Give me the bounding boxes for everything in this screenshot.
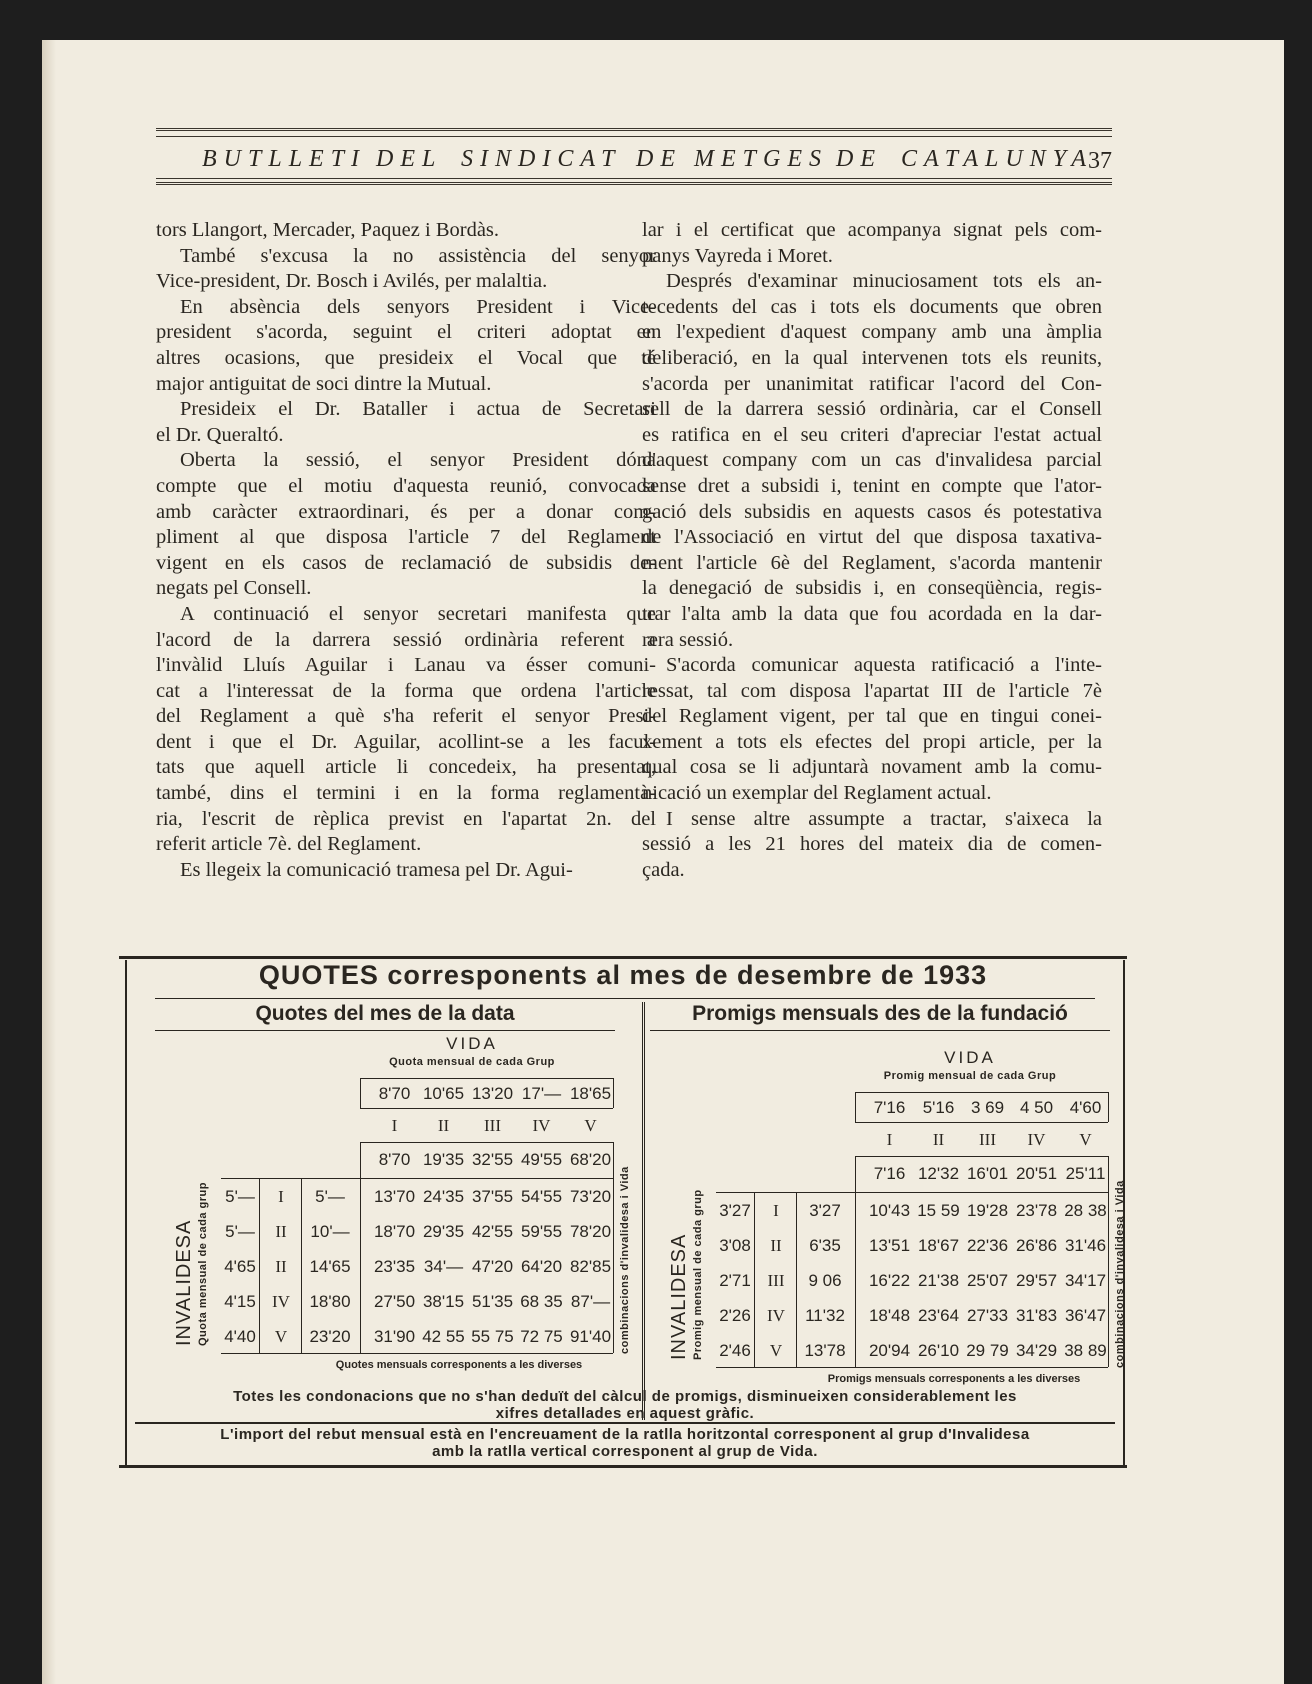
combination-cell: 34'29: [1015, 1341, 1058, 1360]
right-vida-sub: Promig mensual de cada Grup: [883, 1070, 1057, 1082]
combination-cell: 28 38: [1064, 1201, 1107, 1220]
invalidesa-cumulative-cell: 9 06: [808, 1271, 842, 1290]
text-line: panys Vayreda i Moret.: [642, 244, 833, 267]
vida-cumulative-cell: 12'32: [917, 1164, 960, 1183]
text-line: de l'Associació en virtut del que disposa taxativa-: [642, 526, 1102, 549]
header-word-4: DE: [636, 146, 682, 172]
grid-main-bottom: [221, 1353, 613, 1354]
vida-group-label: III: [979, 1130, 996, 1149]
grid-col-rule: [259, 1178, 260, 1353]
invalidesa-quota-cell: 2'46: [719, 1341, 751, 1360]
text-line: vigent en els casos de reclamació de subsidis de-: [156, 551, 656, 574]
combination-cell: 31'83: [1015, 1306, 1058, 1325]
left-half-title: Quotes del mes de la data: [255, 1002, 515, 1025]
combination-cell: 87'—: [570, 1292, 611, 1311]
note-condonacions: [135, 1388, 1115, 1422]
header-rule-top-inner: [156, 136, 1112, 137]
combination-cell: 18'67: [917, 1236, 960, 1255]
combination-cell: 78'20: [569, 1222, 612, 1241]
vida-cumulative-cell: 25'11: [1065, 1164, 1106, 1183]
vida-quota-cell: 10'65: [422, 1084, 465, 1103]
text-line: gació dels subsidis en aquests casos és potestativa: [642, 500, 1102, 523]
note-2-line-2: amb la ratlla vertical corresponent al grup de: [432, 1443, 780, 1460]
text-line: l'invàlid Lluís Aguilar i Lanau va ésser comuni-: [156, 654, 656, 677]
text-line: major antiguitat de soci dintre la Mutual.: [156, 372, 492, 395]
invalidesa-group-label: II: [770, 1236, 782, 1255]
combination-cell: 25'07: [966, 1271, 1009, 1290]
text-line: la denegació de subsidis i, en conseqüència, regis-: [642, 577, 1102, 600]
vida-group-label: II: [437, 1116, 450, 1135]
text-line: cat a l'interessat de la forma que ordena l'article: [156, 679, 656, 702]
vida-cumulative-cell: 7'16: [873, 1164, 906, 1183]
table-top-rule: [119, 956, 1127, 959]
invalidesa-quota-cell: 2'71: [719, 1271, 751, 1290]
invalidesa-quota-cell: 4'40: [224, 1327, 256, 1346]
vida-quota-cell: 8'70: [378, 1084, 411, 1103]
note-2-invalidesa: Invalidesa: [952, 1426, 1030, 1443]
combination-cell: 26'10: [917, 1341, 960, 1360]
combination-cell: 21'38: [917, 1271, 960, 1290]
invalidesa-quota-cell: 2'26: [719, 1306, 751, 1325]
text-line: del Reglament vigent, per tal que en tingui conei-: [642, 705, 1102, 728]
invalidesa-cumulative-cell: 13'78: [804, 1341, 846, 1360]
grid-col-rule: [855, 1192, 856, 1367]
vida-cumulative-cell: 68'20: [569, 1150, 612, 1169]
grid-col-rule: [613, 1178, 614, 1353]
note-import: [135, 1426, 1115, 1460]
invalidesa-cumulative-cell: 18'80: [309, 1292, 351, 1311]
text-line: qual cosa se li adjuntarà novament amb la comu-: [642, 756, 1102, 779]
body-column-right: [642, 218, 1102, 883]
page-sheet: [42, 40, 1284, 1684]
combination-cell: 19'28: [966, 1201, 1009, 1220]
text-line: trar l'alta amb la data que fou acordada en la dar-: [642, 602, 1102, 625]
invalidesa-quota-cell: 3'27: [719, 1201, 751, 1220]
combination-cell: 72 75: [520, 1327, 563, 1346]
combination-cell: 47'20: [471, 1257, 514, 1276]
invalidesa-group-label: V: [274, 1327, 288, 1346]
vida-group-label: V: [1079, 1130, 1092, 1149]
note-2-part-c: està en l': [425, 1426, 499, 1443]
text-line: xement a tots els efectes del propi article, per la: [642, 730, 1102, 753]
combination-cell: 42'55: [471, 1222, 514, 1241]
body-column-left: [156, 218, 656, 883]
combination-cell: 55 75: [471, 1327, 514, 1346]
invalidesa-label: INVALIDESA: [668, 1233, 690, 1360]
vida-box-left: [855, 1092, 856, 1122]
right-vida-label: VIDA: [944, 1048, 996, 1067]
combination-cell: 51'35: [471, 1292, 514, 1311]
vida-cumulative-top: [855, 1156, 1108, 1157]
vida-cumulative-left: [360, 1142, 361, 1178]
vida-group-label: III: [484, 1116, 501, 1135]
invalidesa-quota-cell: 4'15: [224, 1292, 256, 1311]
vida-group-label: IV: [1027, 1130, 1046, 1149]
grid-main-top: [221, 1178, 613, 1179]
text-line: es ratifica en el seu criteri d'apreciar l'estat actual: [642, 423, 1102, 446]
table-bottom-rule: [119, 1465, 1127, 1468]
grid-col-rule: [360, 1178, 361, 1353]
vida-quota-cell: 4 50: [1019, 1098, 1054, 1117]
header-rule-bottom-double: [156, 182, 1112, 188]
invalidesa-cumulative-cell: 23'20: [309, 1327, 351, 1346]
left-title-rule: [155, 1030, 615, 1031]
invalidesa-group-label: III: [767, 1271, 785, 1290]
grid-footer-label: Quotes mensuals corresponents a les diverses: [335, 1359, 583, 1371]
invalidesa-cumulative-cell: 10'—: [310, 1222, 350, 1241]
text-line: ment l'article 6è del Reglament, s'acorda mantenir: [642, 551, 1102, 574]
grid-col-rule: [1108, 1192, 1109, 1367]
combination-cell: 27'50: [373, 1292, 416, 1311]
combination-cell: 31'90: [373, 1327, 416, 1346]
invalidesa-cumulative-cell: 14'65: [309, 1257, 351, 1276]
text-line: el Dr. Queraltó.: [156, 423, 284, 446]
text-line: en l'expedient d'aquest company amb una àmplia: [642, 321, 1102, 344]
invalidesa-quota-cell: 4'65: [224, 1257, 256, 1276]
vida-group-label: I: [391, 1116, 398, 1135]
combination-cell: 42 55: [422, 1327, 465, 1346]
combination-cell: 18'70: [373, 1222, 416, 1241]
header-word-1: BUTLLETI: [202, 146, 367, 172]
text-line: ressat, tal com disposa l'apartat III de l'article 7è: [642, 679, 1102, 702]
page-number: 37: [1088, 148, 1112, 174]
quotes-table: [125, 960, 1125, 1465]
combination-cell: 13'51: [868, 1236, 911, 1255]
combination-cell: 31'46: [1064, 1236, 1107, 1255]
combination-cell: 54'55: [520, 1187, 563, 1206]
header-word-7: CATALUNYA: [901, 146, 1094, 172]
text-line: Després d'examinar minuciosament tots els an-: [666, 270, 1102, 293]
note-1-line-2: xifres detallades en aquest gràfic.: [495, 1405, 755, 1422]
title-rule: [155, 998, 1095, 999]
grid-footer-label: Promigs mensuals corresponents a les diverses: [827, 1373, 1081, 1385]
note-2-vida: Vida.: [779, 1443, 818, 1460]
note-2-rebut: rebut mensual: [316, 1426, 426, 1443]
vida-cumulative-cell: 8'70: [378, 1150, 411, 1169]
text-line: altres ocasions, que presideix el Vocal que té: [156, 346, 656, 369]
text-line: çada.: [642, 858, 685, 881]
combination-cell: 16'22: [868, 1271, 911, 1290]
notes-rule: [135, 1422, 1115, 1424]
invalidesa-quota-cell: 5'—: [225, 1187, 255, 1206]
invalidesa-group-label: IV: [767, 1306, 785, 1325]
vida-box-top: [855, 1092, 1108, 1093]
combination-cell: 23'78: [1015, 1201, 1058, 1220]
combination-cell: 23'35: [373, 1257, 416, 1276]
text-line: del Reglament a què s'ha referit el senyor Presi-: [156, 705, 656, 728]
text-line: sessió a les 21 hores del mateix dia de comen-: [642, 833, 1102, 856]
combination-cell: 91'40: [569, 1327, 612, 1346]
combination-cell: 82'85: [569, 1257, 612, 1276]
center-divider: [642, 1002, 645, 1420]
vida-box-left: [360, 1078, 361, 1108]
vida-quota-cell: 17'—: [521, 1084, 562, 1103]
combinations-side-label: combinacions d'invalidesa i Vida: [619, 1166, 631, 1354]
invalidesa-cumulative-cell: 6'35: [809, 1236, 841, 1255]
running-header: [156, 146, 1112, 176]
text-line: amb caràcter extraordinari, és per a donar com-: [156, 500, 656, 523]
vida-cumulative-right: [1108, 1156, 1109, 1192]
combination-cell: 36'47: [1064, 1306, 1107, 1325]
invalidesa-group-label: I: [278, 1187, 284, 1206]
invalidesa-group-label: II: [275, 1222, 287, 1241]
text-line: pliment al que disposa l'article 7 del Reglament: [156, 526, 656, 549]
invalidesa-group-label: IV: [272, 1292, 290, 1311]
combination-cell: 34'—: [423, 1257, 464, 1276]
vida-quota-cell: 18'65: [569, 1084, 612, 1103]
combination-cell: 38'15: [422, 1292, 465, 1311]
combination-cell: 23'64: [917, 1306, 960, 1325]
header-word-5: METGES: [694, 146, 828, 172]
combination-cell: 37'55: [471, 1187, 514, 1206]
invalidesa-cumulative-cell: 11'32: [805, 1306, 845, 1325]
vida-cumulative-cell: 20'51: [1015, 1164, 1058, 1183]
combination-cell: 10'43: [868, 1201, 911, 1220]
page-edge-shadow: [42, 40, 56, 1684]
invalidesa-cumulative-cell: 5'—: [315, 1187, 345, 1206]
combination-cell: 64'20: [520, 1257, 563, 1276]
text-line: Es llegeix la comunicació tramesa pel Dr. Agui-: [180, 858, 573, 881]
header-word-6: DE: [836, 146, 882, 172]
vida-quota-cell: 3 69: [970, 1098, 1005, 1117]
vida-quota-cell: 13'20: [471, 1084, 514, 1103]
text-line: s'acorda per unanimitat ratificar l'acord del Con-: [642, 372, 1102, 395]
grid-col-rule: [301, 1178, 302, 1353]
grid-main-bottom: [716, 1367, 1108, 1368]
vida-box-bottom: [855, 1122, 1108, 1123]
text-line: També s'excusa la no assistència del senyor: [180, 244, 656, 267]
header-word-3: SINDICAT: [461, 146, 622, 172]
text-line: sense dret a subsidi i, tenint en compte que l'ator-: [642, 474, 1102, 497]
text-line: Vice-president, Dr. Bosch i Avilés, per malaltia.: [156, 270, 548, 293]
right-half-title: Promigs mensuals des de la fundació: [692, 1002, 1068, 1025]
vida-quota-cell: 7'16: [873, 1098, 906, 1117]
invalidesa-group-label: II: [275, 1257, 287, 1276]
text-line: també, dins el termini i en la forma reglamentà-: [156, 782, 656, 805]
note-2-part-a: L'import del: [220, 1426, 317, 1443]
text-line: A continuació el senyor secretari manifesta que: [180, 602, 656, 625]
vida-box-top: [360, 1078, 613, 1079]
text-line: Oberta la sessió, el senyor President dóna: [180, 449, 656, 472]
invalidesa-cumulative-cell: 3'27: [809, 1201, 841, 1220]
text-line: tors Llangort, Mercader, Paquez i Bordàs.: [156, 219, 500, 241]
text-line: S'acorda comunicar aquesta ratificació a l'inte-: [666, 654, 1102, 677]
vida-group-label: IV: [532, 1116, 551, 1135]
note-2-part-e: de la ratlla horitzontal corresponent al grup d': [597, 1426, 953, 1443]
invalidesa-quota-cell: 3'08: [719, 1236, 751, 1255]
note-2-encreuament: encreuament: [498, 1426, 598, 1443]
text-line: deliberació, en la qual intervenen tots els reunits,: [642, 346, 1102, 369]
combination-cell: 22'36: [966, 1236, 1009, 1255]
text-line: nicació un exemplar del Reglament actual.: [642, 782, 992, 805]
text-line: referit article 7è. del Reglament.: [156, 833, 422, 856]
text-line: compte que el motiu d'aquesta reunió, convocada: [156, 474, 656, 497]
combination-cell: 59'55: [520, 1222, 563, 1241]
header-word-2: DEL: [376, 146, 443, 172]
text-line: sell de la darrera sessió ordinària, car el Consell: [642, 398, 1102, 421]
text-line: lar i el certificat que acompanya signat pels com-: [642, 219, 1102, 241]
text-line: negats pel Consell.: [156, 577, 312, 600]
combination-cell: 26'86: [1015, 1236, 1058, 1255]
invalidesa-quota-cell: 5'—: [225, 1222, 255, 1241]
combinations-side-label: combinacions d'invalidesa i Vida: [1114, 1180, 1126, 1368]
quotes-title: QUOTES corresponents al mes de desembre de 1933: [258, 960, 988, 990]
vida-group-label: II: [932, 1130, 945, 1149]
combination-cell: 38 89: [1064, 1341, 1107, 1360]
text-line: tecedents del cas i tots els documents que obren: [642, 295, 1102, 318]
text-line: En absència dels senyors President i Vice-: [180, 295, 656, 318]
vida-cumulative-left: [855, 1156, 856, 1192]
invalidesa-label: INVALIDESA: [173, 1219, 195, 1346]
combination-cell: 24'35: [422, 1187, 465, 1206]
text-line: I sense altre assumpte a tractar, s'aixeca la: [666, 807, 1102, 830]
text-line: president s'acorda, seguint el criteri adoptat en: [156, 321, 656, 344]
vida-quota-cell: 4'60: [1069, 1098, 1102, 1117]
vida-quota-cell: 5'16: [922, 1098, 955, 1117]
combination-cell: 29'57: [1015, 1271, 1058, 1290]
vida-group-label: I: [886, 1130, 893, 1149]
vida-cumulative-cell: 32'55: [471, 1150, 514, 1169]
vida-group-label: V: [584, 1116, 597, 1135]
header-rule-bottom: [156, 178, 1112, 179]
header-rule-top: [156, 128, 1112, 134]
left-vida-label: VIDA: [446, 1034, 498, 1053]
text-line: ria, l'escrit de rèplica previst en l'apartat 2n. del: [156, 807, 656, 830]
vida-cumulative-cell: 49'55: [520, 1150, 563, 1169]
vida-cumulative-cell: 16'01: [966, 1164, 1009, 1183]
combination-cell: 18'48: [868, 1306, 911, 1325]
combination-cell: 68 35: [520, 1292, 563, 1311]
invalidesa-group-label: V: [769, 1341, 783, 1360]
combination-cell: 73'20: [569, 1187, 612, 1206]
left-vida-sub: Quota mensual de cada Grup: [389, 1056, 555, 1068]
right-title-rule: [650, 1030, 1110, 1031]
combination-cell: 34'17: [1064, 1271, 1107, 1290]
note-1-line-1: Totes les condonacions que no s'han deduït del càlcul de promigs, disminueixen considerablement les: [233, 1388, 1017, 1405]
combination-cell: 15 59: [917, 1201, 960, 1220]
vida-cumulative-top: [360, 1142, 613, 1143]
vida-cumulative-cell: 19'35: [422, 1150, 465, 1169]
combination-cell: 29 79: [966, 1341, 1009, 1360]
text-line: d'aquest company com un cas d'invalidesa parcial: [642, 449, 1102, 472]
vida-cumulative-right: [613, 1142, 614, 1178]
vida-box-bottom: [360, 1108, 613, 1109]
text-line: l'acord de la darrera sessió ordinària referent a: [156, 628, 656, 651]
text-line: rera sessió.: [642, 628, 734, 651]
grid-col-rule: [754, 1192, 755, 1367]
grid-col-rule: [796, 1192, 797, 1367]
grid-main-top: [716, 1192, 1108, 1193]
invalidesa-sub-label: Promig mensual de cada grup: [692, 1189, 704, 1360]
invalidesa-sub-label: Quota mensual de cada grup: [197, 1182, 209, 1346]
combination-cell: 29'35: [422, 1222, 465, 1241]
text-line: Presideix el Dr. Bataller i actua de Secretari: [180, 398, 656, 421]
combination-cell: 27'33: [966, 1306, 1009, 1325]
combination-cell: 13'70: [373, 1187, 416, 1206]
invalidesa-group-label: I: [773, 1201, 779, 1220]
text-line: tats que aquell article li concedeix, ha presentat,: [156, 756, 656, 779]
combination-cell: 20'94: [868, 1341, 911, 1360]
text-line: dent i que el Dr. Aguilar, acollint-se a les facul-: [156, 730, 656, 753]
